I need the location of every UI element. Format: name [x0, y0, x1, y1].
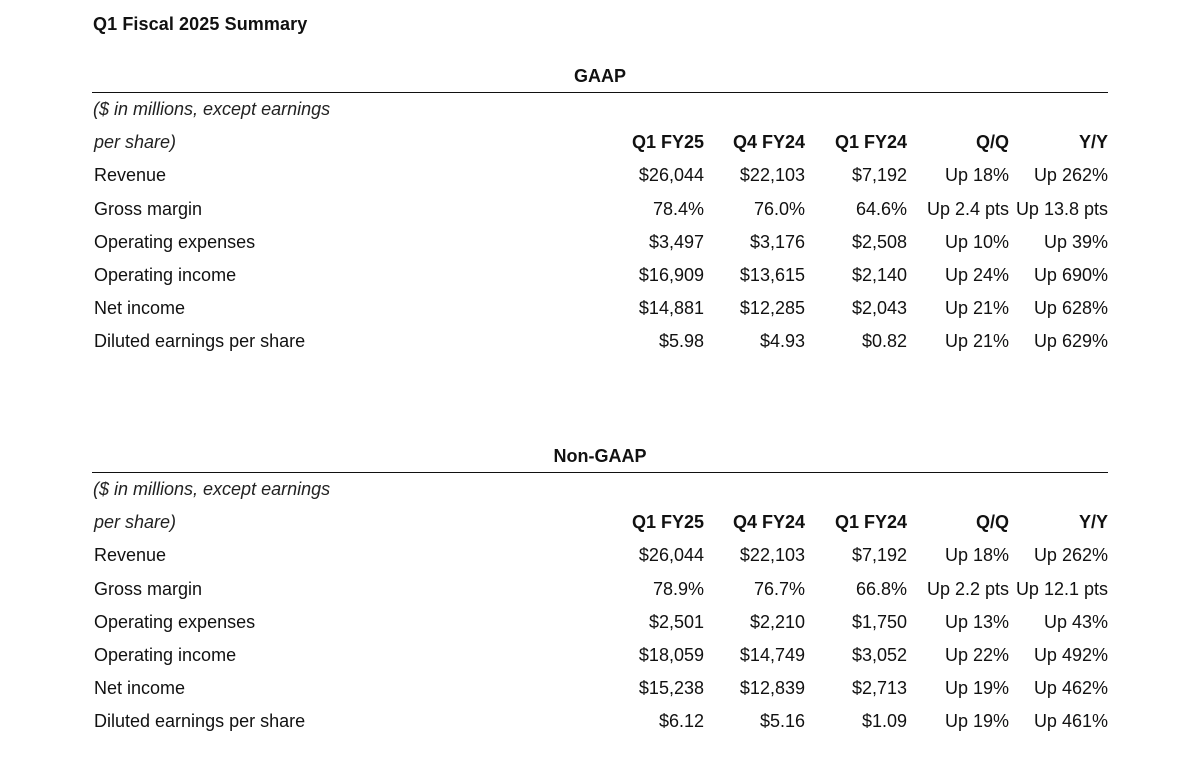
column-header: Q1 FY25: [631, 512, 704, 533]
table-cell: $3,176: [749, 231, 805, 252]
table-cell: $7,192: [851, 165, 907, 186]
column-header: Q1 FY24: [834, 132, 907, 153]
table-cell: $14,881: [638, 298, 704, 319]
unit-row: [92, 473, 1108, 506]
table-cell: Up 690%: [1033, 265, 1108, 286]
table-cell: Up 461%: [1033, 711, 1108, 732]
table-cell: $15,238: [638, 678, 704, 699]
table-cell: $12,285: [739, 298, 805, 319]
table-cell: $18,059: [638, 645, 704, 666]
table-cell: 76.7%: [753, 578, 805, 599]
table-cell: Up 629%: [1033, 331, 1108, 352]
non-gaap-table: [92, 473, 1108, 739]
table-cell: $13,615: [739, 265, 805, 286]
table-cell: 64.6%: [855, 198, 907, 219]
table-row: [92, 325, 1108, 358]
table-cell: $0.82: [861, 331, 907, 352]
table-cell: $3,497: [648, 231, 704, 252]
table-cell: $12,839: [739, 678, 805, 699]
table-cell: Up 2.2 pts: [926, 578, 1009, 599]
row-label: Diluted earnings per share: [94, 331, 306, 352]
row-label: Revenue: [94, 545, 167, 566]
table-cell: Up 39%: [1043, 231, 1108, 252]
unit-note: ($ in millions, except earnings: [93, 479, 331, 500]
table-cell: $5.98: [658, 331, 704, 352]
column-header-row: [92, 126, 1108, 159]
table-cell: Up 18%: [944, 165, 1009, 186]
row-label: Gross margin: [94, 578, 203, 599]
table-cell: $6.12: [658, 711, 704, 732]
table-cell: Up 262%: [1033, 165, 1108, 186]
table-cell: $22,103: [739, 545, 805, 566]
table-row: [92, 226, 1108, 259]
page-title: Q1 Fiscal 2025 Summary: [93, 14, 308, 34]
table-row: [92, 639, 1108, 672]
row-label: Gross margin: [94, 198, 203, 219]
table-cell: $2,210: [749, 611, 805, 632]
row-label: Operating expenses: [94, 231, 256, 252]
table-cell: $2,140: [851, 265, 907, 286]
table-cell: Up 12.1 pts: [1015, 578, 1108, 599]
table-cell: Up 21%: [944, 331, 1009, 352]
table-row: [92, 159, 1108, 192]
gaap-table: [92, 93, 1108, 359]
row-label: Operating expenses: [94, 611, 256, 632]
table-cell: Up 21%: [944, 298, 1009, 319]
table-cell: $5.16: [759, 711, 805, 732]
table-row: [92, 259, 1108, 292]
table-cell: Up 13%: [944, 611, 1009, 632]
gaap-section: [92, 64, 1108, 359]
table-row: [92, 672, 1108, 705]
row-label: Net income: [94, 678, 186, 699]
table-cell: Up 19%: [944, 711, 1009, 732]
table-cell: $2,508: [851, 231, 907, 252]
unit-row: [92, 93, 1108, 126]
row-label: Operating income: [94, 645, 237, 666]
table-cell: $7,192: [851, 545, 907, 566]
table-cell: $26,044: [638, 165, 704, 186]
table-cell: Up 492%: [1033, 645, 1108, 666]
table-cell: Up 10%: [944, 231, 1009, 252]
table-row: [92, 539, 1108, 572]
table-cell: Up 2.4 pts: [926, 198, 1009, 219]
table-cell: Up 462%: [1033, 678, 1108, 699]
table-cell: Up 24%: [944, 265, 1009, 286]
column-header-row: [92, 506, 1108, 539]
table-cell: Up 262%: [1033, 545, 1108, 566]
table-row: [92, 193, 1108, 226]
row-label: Diluted earnings per share: [94, 711, 306, 732]
column-header: Y/Y: [1078, 512, 1108, 533]
column-header: Q1 FY24: [834, 512, 907, 533]
section-heading: Non-GAAP: [92, 444, 1108, 473]
table-cell: Up 43%: [1043, 611, 1108, 632]
table-row: [92, 606, 1108, 639]
table-row: [92, 292, 1108, 325]
table-cell: $4.93: [759, 331, 805, 352]
table-cell: $2,501: [648, 611, 704, 632]
column-header: Y/Y: [1078, 132, 1108, 153]
table-cell: $1,750: [851, 611, 907, 632]
column-header: Q4 FY24: [732, 512, 805, 533]
unit-note: per share): [94, 512, 177, 533]
table-cell: 78.4%: [652, 198, 704, 219]
table-cell: Up 628%: [1033, 298, 1108, 319]
table-cell: $14,749: [739, 645, 805, 666]
table-cell: $1.09: [861, 711, 907, 732]
table-cell: 76.0%: [753, 198, 805, 219]
table-row: [92, 573, 1108, 606]
row-label: Net income: [94, 298, 186, 319]
table-cell: Up 22%: [944, 645, 1009, 666]
unit-note: ($ in millions, except earnings: [93, 99, 331, 120]
table-cell: $22,103: [739, 165, 805, 186]
unit-note: per share): [94, 132, 177, 153]
section-heading: GAAP: [92, 64, 1108, 93]
table-row: [92, 705, 1108, 738]
table-cell: $2,713: [851, 678, 907, 699]
table-cell: $2,043: [851, 298, 907, 319]
table-cell: Up 13.8 pts: [1015, 198, 1108, 219]
table-cell: $3,052: [851, 645, 907, 666]
column-header: Q/Q: [975, 132, 1009, 153]
table-cell: 78.9%: [652, 578, 704, 599]
non-gaap-section: [92, 444, 1108, 739]
table-cell: Up 19%: [944, 678, 1009, 699]
table-cell: Up 18%: [944, 545, 1009, 566]
row-label: Revenue: [94, 165, 167, 186]
column-header: Q4 FY24: [732, 132, 805, 153]
table-cell: $16,909: [638, 265, 704, 286]
column-header: Q/Q: [975, 512, 1009, 533]
table-cell: 66.8%: [855, 578, 907, 599]
table-cell: $26,044: [638, 545, 704, 566]
column-header: Q1 FY25: [631, 132, 704, 153]
row-label: Operating income: [94, 265, 237, 286]
